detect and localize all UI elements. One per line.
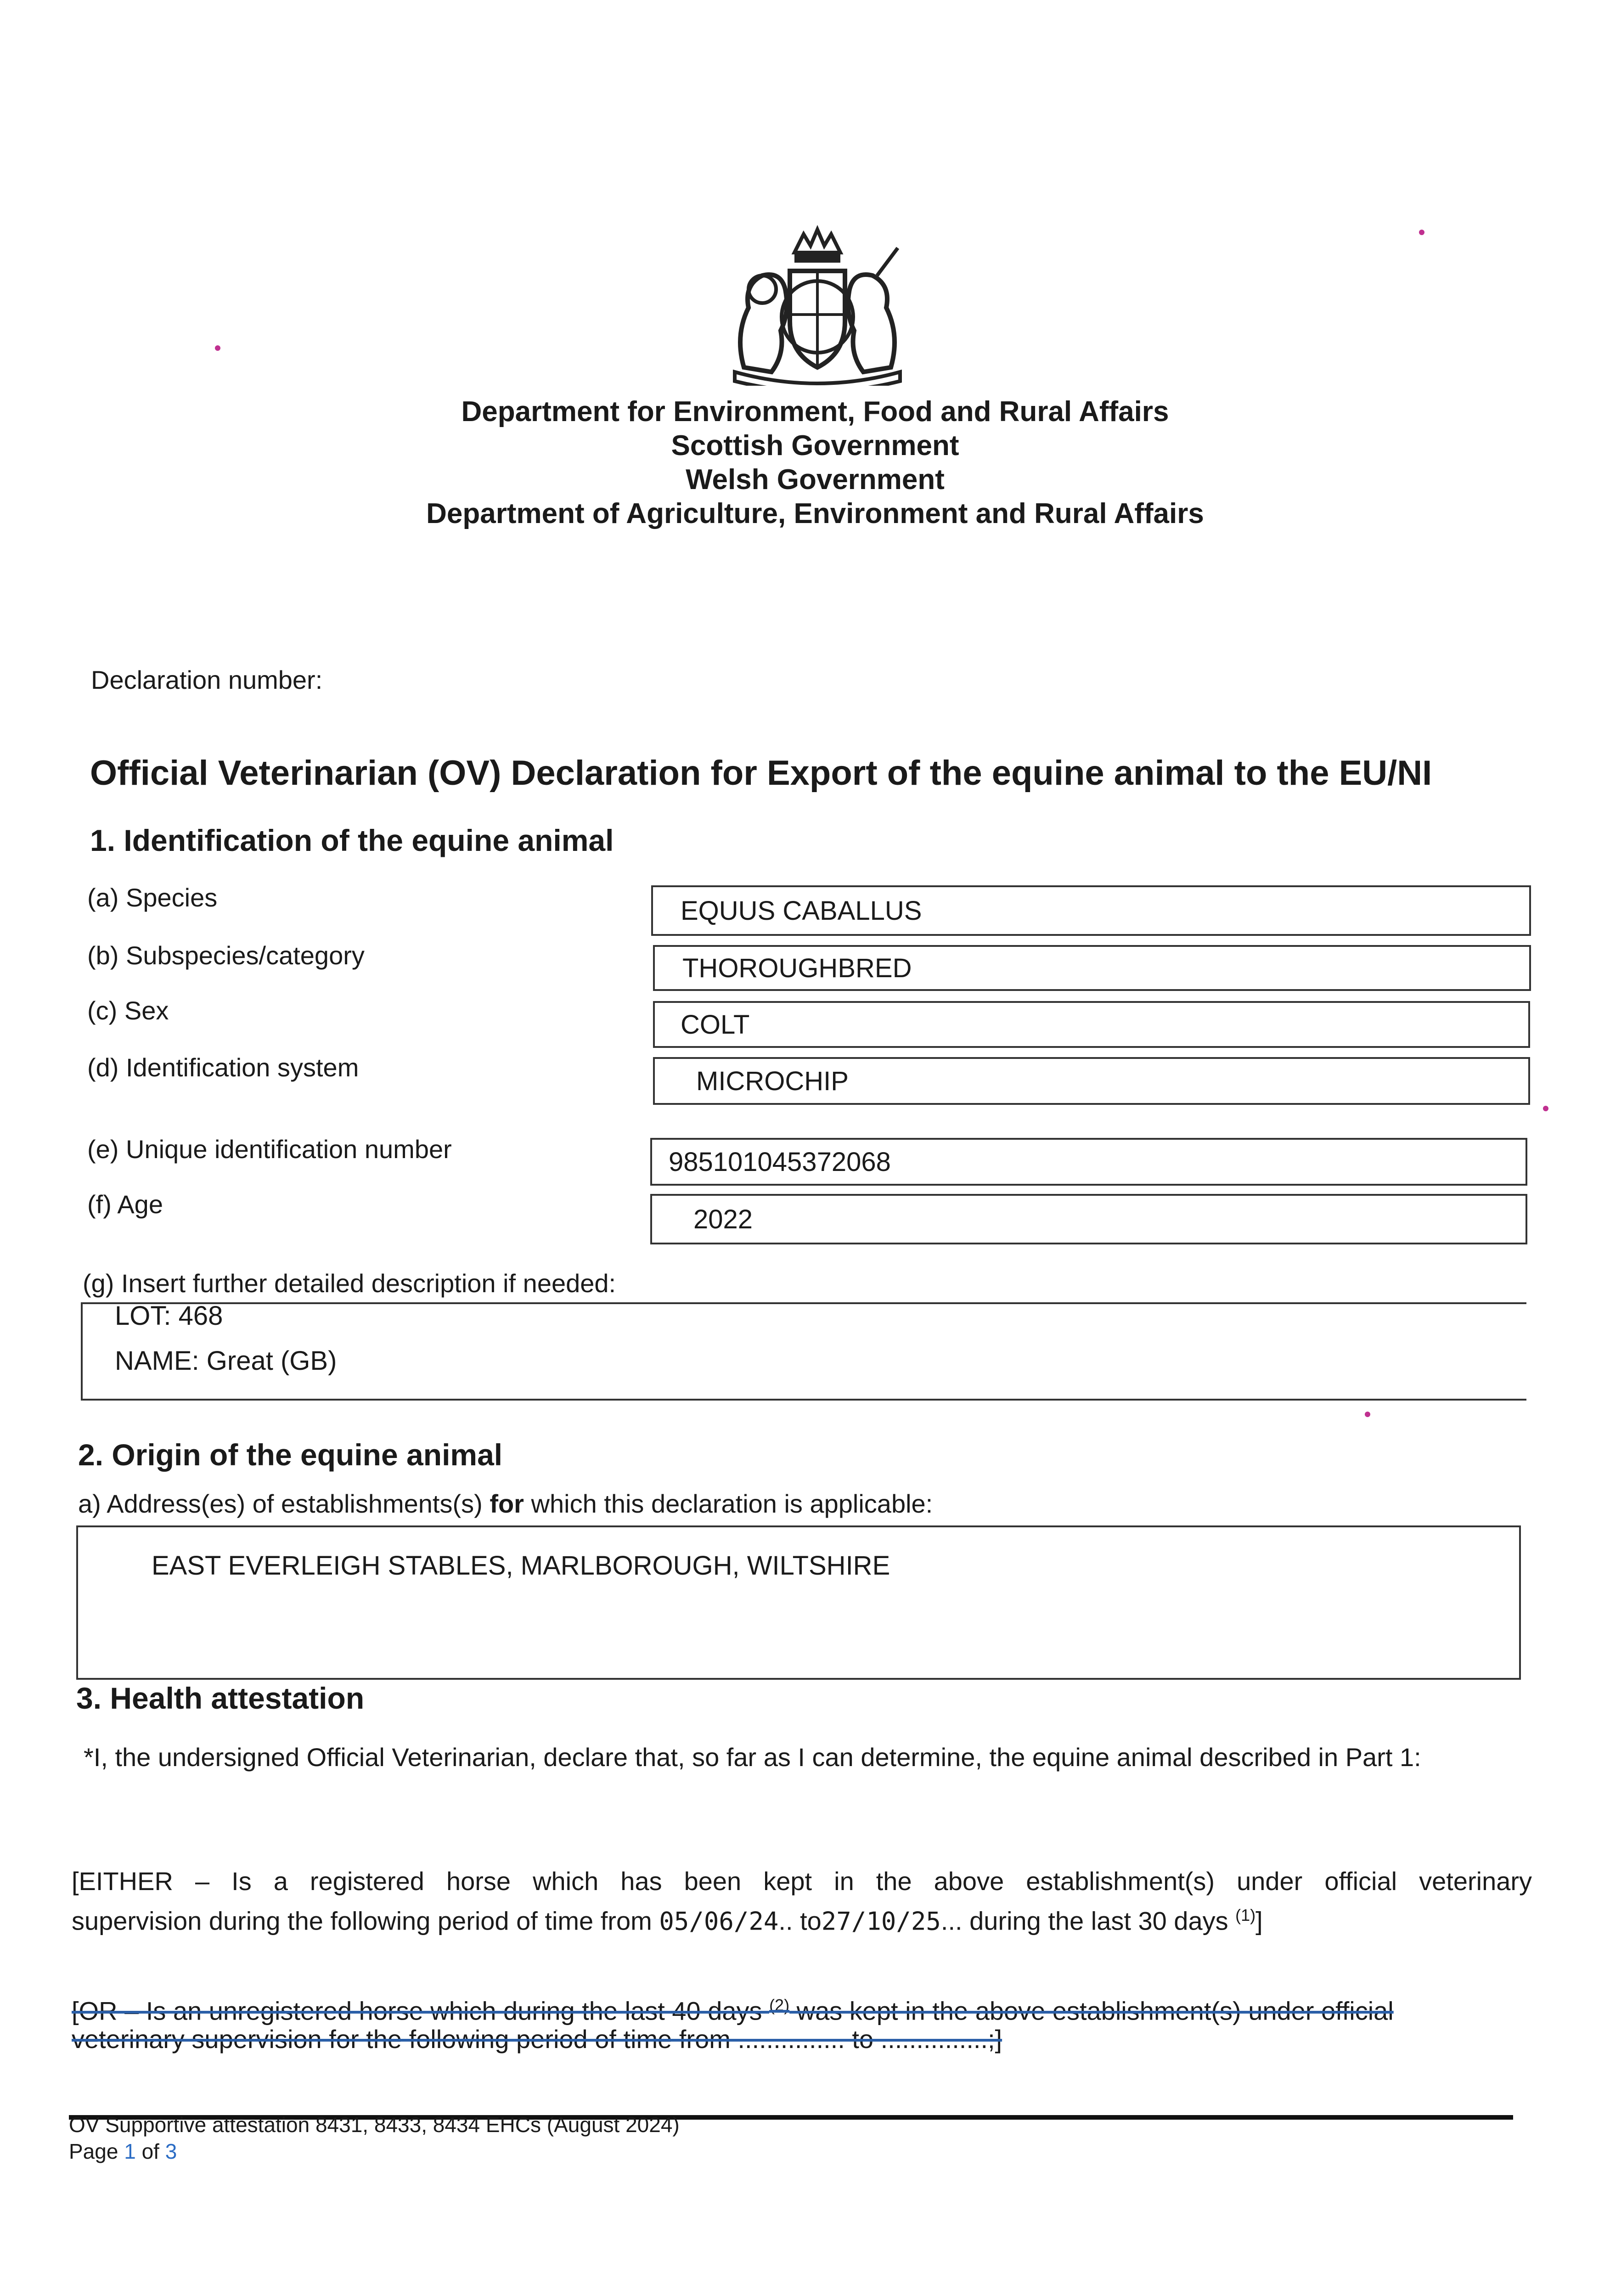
department-heading-1: Department for Environment, Food and Rural Affairs — [461, 396, 1169, 428]
address-label — [78, 1489, 933, 1519]
either-clause-line-1: [EITHER – Is a registered horse which has been kept in the above establishment(s) under official veterinary — [72, 1867, 1532, 1896]
either-clause-line-2 — [72, 1898, 1532, 1939]
either-from-date[interactable]: 05/06/24 — [659, 1907, 779, 1936]
species-label: (a) Species — [87, 883, 218, 912]
document-title: Official Veterinarian (OV) Declaration for Export of the equine animal to the EU/NI — [90, 754, 1432, 793]
sex-field[interactable]: COLT — [653, 1001, 1530, 1048]
footnote-2-marker: (2) — [769, 1996, 790, 2015]
address-value: EAST EVERLEIGH STABLES, MARLBOROUGH, WILTSHIRE — [152, 1551, 890, 1581]
identification-system-label: (d) Identification system — [87, 1053, 359, 1082]
section-2-heading: 2. Origin of the equine animal — [78, 1438, 503, 1472]
either-to-date[interactable]: 27/10/25 — [821, 1907, 941, 1936]
either-end: ] — [1255, 1906, 1263, 1936]
scan-speck — [1365, 1412, 1370, 1417]
address-label-bold: for — [490, 1489, 524, 1518]
description-bottom-rule — [81, 1399, 1526, 1401]
subspecies-field[interactable]: THOROUGHBRED — [653, 945, 1531, 991]
either-post: ... during the last 30 days — [940, 1906, 1236, 1936]
footnote-1-marker: (1) — [1235, 1906, 1256, 1925]
either-mid: .. to — [778, 1906, 822, 1936]
total-pages: 3 — [165, 2139, 177, 2163]
of-word: of — [135, 2139, 165, 2163]
sex-label: (c) Sex — [87, 996, 169, 1025]
royal-coat-of-arms-logo — [716, 220, 918, 386]
department-heading-3: Welsh Government — [686, 464, 945, 495]
scan-speck — [1419, 230, 1424, 235]
footer-reference: OV Supportive attestation 8431, 8433, 8434 EHCs (August 2024) — [69, 2113, 680, 2137]
unique-id-field[interactable]: 985101045372068 — [650, 1138, 1527, 1186]
current-page: 1 — [124, 2139, 136, 2163]
identification-system-field[interactable]: MICROCHIP — [653, 1057, 1530, 1105]
or-text: [OR – Is an unregistered horse which during the last 40 days — [72, 1996, 770, 2026]
age-label: (f) Age — [87, 1190, 163, 1219]
page-word: Page — [69, 2139, 124, 2163]
unique-id-label: (e) Unique identification number — [87, 1135, 452, 1164]
age-field[interactable]: 2022 — [650, 1194, 1527, 1244]
scan-speck — [1543, 1106, 1548, 1111]
description-label: (g) Insert further detailed description if needed: — [83, 1269, 616, 1298]
page-number — [69, 2138, 177, 2165]
subspecies-label: (b) Subspecies/category — [87, 941, 365, 970]
species-field[interactable]: EQUUS CABALLUS — [651, 885, 1531, 936]
description-left-rule — [81, 1302, 83, 1399]
address-label-text: a) Address(es) of establishments(s) — [78, 1489, 490, 1518]
address-label-text-end: which this declaration is applicable: — [524, 1489, 933, 1518]
attestation-intro: *I, the undersigned Official Veterinarian, declare that, so far as I can determine, the equine animal described in Part 1: — [84, 1743, 1421, 1772]
address-box[interactable] — [76, 1525, 1521, 1680]
section-1-heading: 1. Identification of the equine animal — [90, 823, 614, 857]
description-top-rule — [81, 1302, 1526, 1304]
either-text: supervision during the following period of time from — [72, 1906, 659, 1936]
or-clause-line-2: veterinary supervision for the following period of time from ............... to ...............;] — [72, 2025, 1002, 2054]
department-heading-2: Scottish Government — [671, 430, 959, 461]
declaration-number-label: Declaration number: — [91, 665, 323, 694]
section-3-heading: 3. Health attestation — [76, 1681, 365, 1715]
scan-speck — [215, 345, 220, 351]
description-line-name: NAME: Great (GB) — [115, 1346, 337, 1376]
or-text-end: was kept in the above establishment(s) under official — [789, 1996, 1394, 2026]
department-heading-4: Department of Agriculture, Environment and Rural Affairs — [426, 498, 1204, 529]
description-line-lot: LOT: 468 — [115, 1301, 223, 1331]
